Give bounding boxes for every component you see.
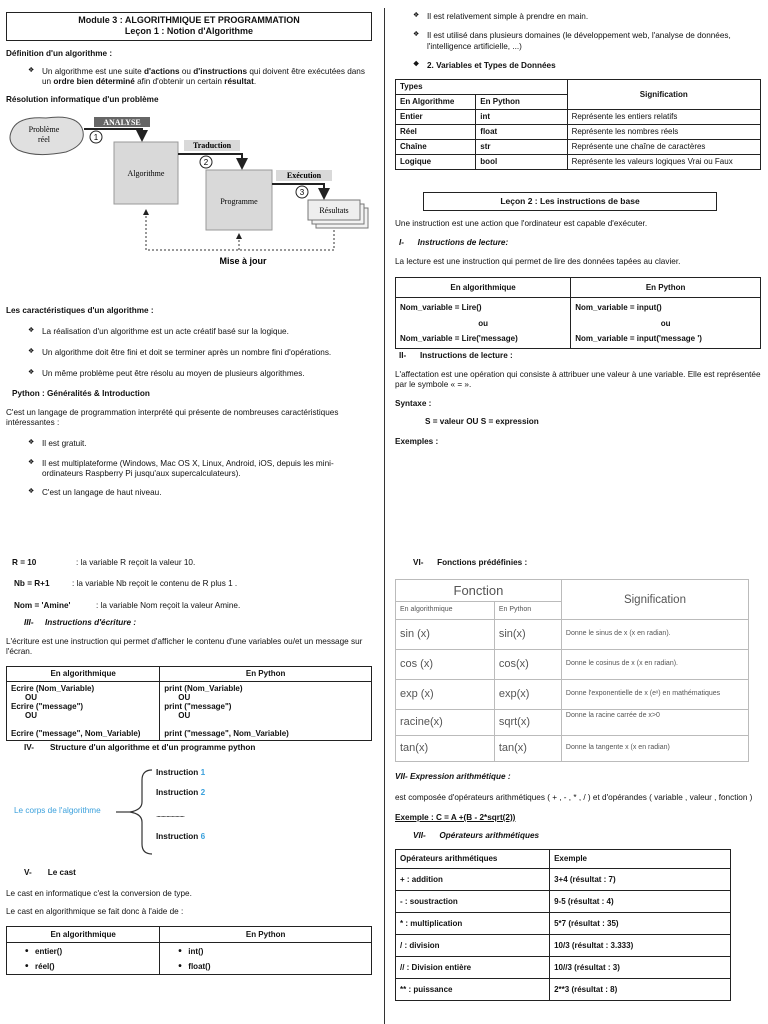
table-cell: int — [476, 110, 567, 125]
table-header: En algorithmique — [7, 927, 160, 943]
table-cell: exp(x) — [494, 680, 561, 710]
table-row — [396, 913, 731, 935]
definition-text: ❖ Un algorithme est une suite d'actions ou d'instructions qui doivent être exécutées dans un ordre bien déterminé afin d'obtenir un certain résultat. — [28, 67, 372, 88]
example-line: R = 10 : la variable R reçoit la valeur 10. — [12, 558, 196, 567]
instruction-definition: Une instruction est une action que l'ordinateur est capable d'exécuter. — [395, 218, 648, 228]
table-cell: Représente une chaîne de caractères — [567, 140, 760, 155]
variables-heading: ❖ 2. Variables et Types de Données — [413, 61, 761, 71]
lesson-title: Leçon 1 : Notion d'Algorithme — [124, 26, 254, 37]
curly-brace-icon — [116, 764, 156, 860]
list-item: ❖ Il est utilisé dans plusieurs domaines (le développement web, l'analyse de données, l'intelligence artificielle, ...) — [413, 31, 761, 52]
table-cell: Nom_variable = Lire() ou Nom_variable = Lire('message) — [396, 298, 571, 349]
step-3-label: 3 — [299, 187, 305, 197]
table-row — [396, 155, 761, 170]
table-cell: • int() • float() — [160, 943, 372, 975]
quadrant-top-right — [395, 12, 761, 447]
cast-table — [6, 926, 372, 975]
example-line: Nom = 'Amine' : la variable Nom reçoit la valeur Amine. — [14, 600, 241, 610]
table-row — [396, 125, 761, 140]
table-row — [396, 957, 731, 979]
ecriture-definition: L'écriture est une instruction qui permet d'afficher le contenu d'une variables ou/et un message sur l'écran. — [6, 637, 363, 657]
cast-definition: Le cast en informatique c'est la conversion de type. — [6, 888, 192, 898]
section-6-heading: VI- Fonctions prédéfinies : — [413, 558, 528, 567]
table-cell: 2**3 (résultat : 8) — [550, 979, 731, 1001]
table-cell: Donne le sinus de x (x en radian). — [561, 620, 748, 650]
table-cell: tan(x) — [494, 736, 561, 762]
step-1-label: 1 — [93, 132, 99, 142]
table-cell: str — [476, 140, 567, 155]
list-item: ❖ C'est un langage de haut niveau. — [28, 488, 372, 498]
table-cell: Donne la racine carrée de x>0 — [561, 710, 748, 736]
table-cell: Réel — [396, 125, 476, 140]
table-cell: Donne le cosinus de x (x en radian). — [561, 650, 748, 680]
analyse-label: ANALYSE — [103, 117, 141, 127]
table-row — [7, 681, 372, 741]
column-divider — [384, 8, 385, 1024]
python-list-continued — [413, 12, 761, 71]
instruction-2: Instruction 2 — [156, 787, 206, 797]
python-intro: C'est un langage de programmation interprété qui présente de nombreuses caractéristiques intéressantes : — [6, 407, 339, 427]
table-cell: / : division — [396, 935, 550, 957]
lecture-table — [395, 277, 761, 349]
table-row — [396, 736, 749, 762]
table-cell: Chaîne — [396, 140, 476, 155]
list-item: ❖ Il est relativement simple à prendre en main. — [413, 12, 761, 22]
table-cell: 3+4 (résultat : 7) — [550, 869, 731, 891]
table-cell: cos (x) — [396, 650, 495, 680]
table-cell: cos(x) — [494, 650, 561, 680]
table-cell: exp (x) — [396, 680, 495, 710]
table-cell: Représente les nombres réels — [567, 125, 760, 140]
section-4-heading: IV- Structure d'un algorithme et d'un programme python — [24, 743, 256, 753]
table-cell: sqrt(x) — [494, 710, 561, 736]
table-row — [396, 620, 749, 650]
execution-label: Exécution — [286, 170, 322, 180]
table-row — [396, 891, 731, 913]
table-header: Opérateurs arithmétiques — [396, 850, 550, 869]
quadrant-bottom-right — [395, 558, 761, 1001]
probleme-label: Problème — [28, 124, 60, 134]
list-item: ❖ Un algorithme doit être fini et doit se terminer après un nombre fini d'opérations. — [28, 348, 372, 358]
fonctions-table — [395, 579, 749, 762]
section-8-heading: VII- Opérateurs arithmétiques — [413, 831, 540, 840]
table-cell: 5*7 (résultat : 35) — [550, 913, 731, 935]
table-cell: tan(x) — [396, 736, 495, 762]
caracteristiques-heading: Les caractéristiques d'un algorithme : — [6, 305, 154, 315]
table-header: En Python — [160, 666, 372, 681]
list-item: ❖ Il est gratuit. — [28, 439, 372, 449]
affectation-definition: L'affectation est une opération qui consiste à attribuer une valeur à une variable. Elle est représentée par le symbole « = ». — [395, 370, 761, 390]
types-header: Types — [396, 80, 568, 95]
table-header: Exemple — [550, 850, 731, 869]
table-row — [396, 935, 731, 957]
module-title: Module 3 : ALGORITHMIQUE ET PROGRAMMATION — [78, 15, 300, 25]
list-item: ❖ Un même problème peut être résolu au moyen de plusieurs algorithmes. — [28, 369, 372, 379]
table-cell: - : soustraction — [396, 891, 550, 913]
table-cell: ** : puissance — [396, 979, 550, 1001]
module-header — [6, 12, 372, 41]
table-row — [7, 943, 372, 975]
table-row — [396, 869, 731, 891]
table-cell: * : multiplication — [396, 913, 550, 935]
table-cell: Représente les valeurs logiques Vrai ou Faux — [567, 155, 760, 170]
table-cell: Représente les entiers relatifs — [567, 110, 760, 125]
table-header: En Python — [571, 278, 761, 298]
operateurs-table — [395, 849, 731, 1001]
cast-algo-text: Le cast en algorithmique se fait donc à l'aide de : — [6, 907, 184, 917]
table-row — [396, 298, 761, 349]
mise-a-jour-label: Mise à jour — [219, 255, 267, 266]
python-heading: Python : Généralités & Introduction — [12, 388, 150, 398]
algorithme-label: Algorithme — [127, 168, 165, 178]
corps-label: Le corps de l'algorithme — [14, 805, 101, 815]
definition-heading: Définition d'un algorithme : — [6, 48, 113, 58]
types-table — [395, 79, 761, 170]
list-item: ❖ La réalisation d'un algorithme est un acte créatif basé sur la logique. — [28, 327, 372, 337]
list-item: ❖ Il est multiplateforme (Windows, Mac OS X, Linux, Android, iOS, depuis les mini-ordinateurs Raspberry Pi jusqu'aux supercalculateurs). — [28, 459, 372, 480]
table-cell: float — [476, 125, 567, 140]
instruction-ellipsis: ...................... — [156, 809, 185, 819]
table-header: En algorithmique — [396, 602, 495, 620]
quadrant-top-left — [6, 12, 372, 498]
resolution-diagram — [6, 110, 372, 300]
table-cell: print (Nom_Variable) OU print ("message") OU print ("message", Nom_Variable) — [160, 681, 372, 741]
table-cell: • entier() • réel() — [7, 943, 160, 975]
ecriture-table — [6, 666, 372, 742]
quadrant-bottom-left — [6, 558, 372, 975]
table-cell: 10//3 (résultat : 3) — [550, 957, 731, 979]
table-cell: // : Division entière — [396, 957, 550, 979]
table-row — [396, 710, 749, 736]
python-list — [28, 439, 372, 498]
table-row — [396, 650, 749, 680]
structure-diagram — [6, 764, 372, 860]
programme-label: Programme — [220, 196, 258, 206]
algo-header: En Algorithme — [396, 95, 476, 110]
section-7-heading: VII- Expression arithmétique : — [395, 772, 511, 782]
table-cell: bool — [476, 155, 567, 170]
table-row — [396, 680, 749, 710]
python-header: En Python — [476, 95, 567, 110]
table-cell: Ecrire (Nom_Variable) OU Ecrire ("message") OU Ecrire ("message", Nom_Variable) — [7, 681, 160, 741]
signification-header: Signification — [561, 580, 748, 620]
lecture-definition: La lecture est une instruction qui permet de lire des données tapées au clavier. — [395, 257, 681, 267]
table-cell: 10/3 (résultat : 3.333) — [550, 935, 731, 957]
table-row — [396, 979, 731, 1001]
table-header: En algorithmique — [396, 278, 571, 298]
table-row — [396, 110, 761, 125]
lesson-2-title: Leçon 2 : Les instructions de base — [423, 192, 717, 211]
table-cell: Logique — [396, 155, 476, 170]
table-row — [396, 140, 761, 155]
table-cell: sin (x) — [396, 620, 495, 650]
expression-example: Exemple : C = A +(B - 2*sqrt(2)) — [395, 812, 516, 822]
table-cell: sin(x) — [494, 620, 561, 650]
table-header: En Python — [494, 602, 561, 620]
example-line: Nb = R+1 : la variable Nb reçoit le contenu de R plus 1 . — [14, 579, 238, 589]
instruction-6: Instruction 6 — [156, 831, 206, 841]
resolution-heading: Résolution informatique d'un problème — [6, 95, 159, 105]
table-cell: Entier — [396, 110, 476, 125]
table-header: En Python — [160, 927, 372, 943]
exemples-heading: Exemples : — [395, 437, 439, 447]
caracteristiques-list — [28, 327, 372, 380]
signification-header: Signification — [567, 80, 760, 110]
reel-label: réel — [38, 134, 50, 144]
table-cell: racine(x) — [396, 710, 495, 736]
syntaxe-heading: Syntaxe : — [395, 398, 432, 408]
affectation-examples — [12, 558, 372, 611]
table-cell: Donne l'exponentielle de x (eˣ) en mathématiques — [561, 680, 748, 710]
table-cell: + : addition — [396, 869, 550, 891]
expression-definition: est composée d'opérateurs arithmétiques ( + , - , * , / ) et d'opérandes ( variable , valeur , fonction ) — [395, 792, 753, 802]
table-cell: 9-5 (résultat : 4) — [550, 891, 731, 913]
table-header: En algorithmique — [7, 666, 160, 681]
table-cell: Donne la tangente x (x en radian) — [561, 736, 748, 762]
syntaxe-text: S = valeur OU S = expression — [425, 416, 539, 426]
section-1-heading: I- Instructions de lecture: — [399, 237, 509, 247]
section-3-heading: III- Instructions d'écriture : — [24, 617, 137, 627]
resultats-label: Résultats — [319, 205, 349, 215]
table-cell: Nom_variable = input() ou Nom_variable = input('message ') — [571, 298, 761, 349]
section-5-heading: V- Le cast — [24, 867, 76, 877]
step-2-label: 2 — [203, 157, 209, 167]
fonction-header: Fonction — [396, 580, 562, 602]
instruction-1: Instruction 1 — [156, 767, 206, 777]
traduction-label: Traduction — [192, 140, 232, 150]
section-2-heading: II- Instructions de lecture : — [399, 350, 513, 360]
